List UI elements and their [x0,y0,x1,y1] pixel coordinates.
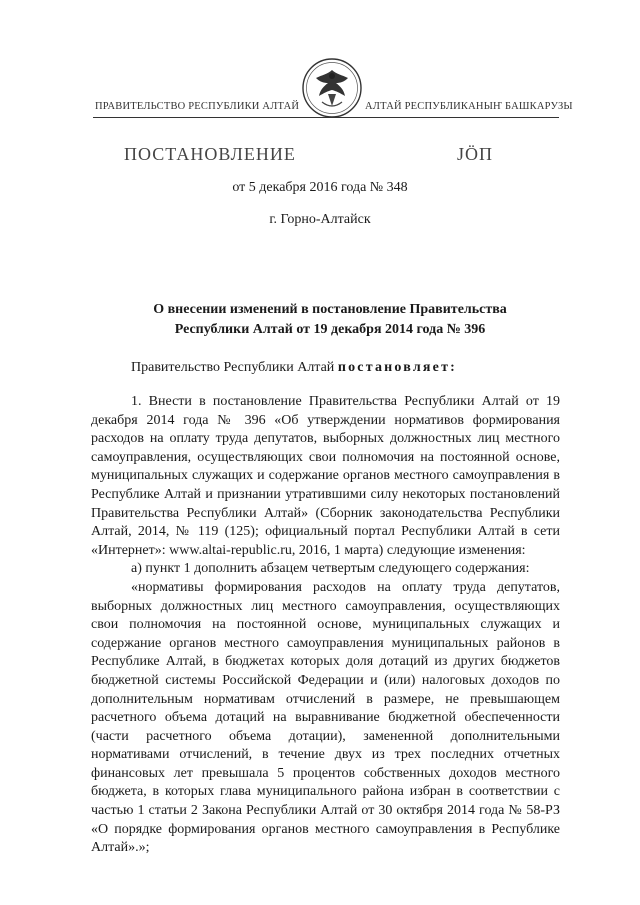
document-title [110,300,550,340]
body-paragraph-1: 1. Внести в постановление Правительства Республики Алтай от 19 декабря 2014 года № 396 «Об утверждении нормативов формирования расходов на оплату труда депутатов, выборных должностных лиц местного самоуправления, осуществляющих свои полномочия на постоянной основе, муниципальных служащих и содержание органов местного самоуправления в Республике Алтай и признании утратившими силу некоторых постановлений Правительства Республики Алтай» (Сборник законодательства Республики Алтай, 2014, № 119 (125); официальный портал Республики Алтай в сети «Интернет»: www.altai-republic.ru, 2016, 1 марта) следующие изменения: [91,394,560,558]
government-name-altai: АЛТАЙ РЕСПУБЛИКАНЫҤ БАШКАРУЗЫ [365,101,573,112]
document-date-number: от 5 декабря 2016 года № 348 [232,180,408,195]
header-divider [93,117,559,118]
document-title-line-2: Республики Алтай от 19 декабря 2014 года № 396 [174,322,486,337]
doctype-russian: ПОСТАНОВЛЕНИЕ [124,144,296,164]
doctype-altai: ЈӦП [457,144,494,164]
document-body [91,393,560,858]
coat-of-arms-icon [300,56,364,120]
intro-decree-word: постановляет: [337,360,458,375]
body-paragraph-3: «нормативы формирования расходов на оплату труда депутатов, выборных должностных лиц местного самоуправления, осуществляющих свои полномочия на постоянной основе, муниципальных служащих и содержание органов местного самоуправления муниципальных районов в Республике Алтай, в бюджетах которых доля дотаций из других бюджетов бюджетной системы Российской Федерации и (или) налоговых доходов по дополнительным нормативам отчислений в размере, не превышающем расчетного объема дотаций на выравнивание бюджетной обеспеченности (части расчетного объема дотации), замененной дополнительными нормативами отчислений, в течение двух из трех последних отчетных финансовых лет превышала 5 процентов собственных доходов местного бюджета, в которых глава муниципального района избран в соответствии с частью 1 статьи 2 Закона Республики Алтай от 30 октября 2014 года № 58-РЗ «О порядке формирования органов местного самоуправления в Республике Алтай».»; [91,579,560,856]
intro-text: Правительство Республики Алтай [131,360,338,375]
document-city: г. Горно-Алтайск [269,212,371,227]
government-name-russian: ПРАВИТЕЛЬСТВО РЕСПУБЛИКИ АЛТАЙ [95,101,300,112]
intro-statement [131,360,457,376]
document-title-line-1: О внесении изменений в постановление Правительства [153,302,507,317]
body-paragraph-2: а) пункт 1 дополнить абзацем четвертым следующего содержания: [131,561,530,577]
